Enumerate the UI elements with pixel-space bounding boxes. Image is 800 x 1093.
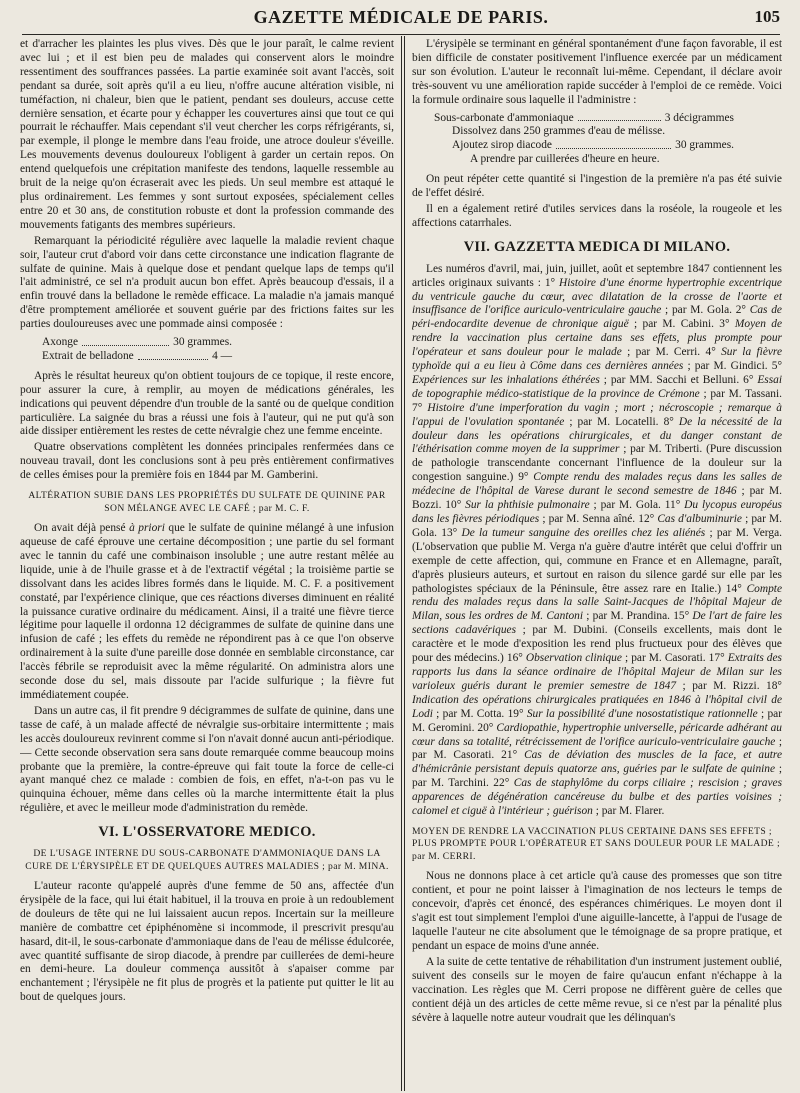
ingredient: Extrait de belladone <box>42 349 134 362</box>
text-run: ; par M. Tarchini. 22° <box>412 763 782 790</box>
italic-run: Moyen de rendre la vaccination plus certaine dans ses effets, plus prompte pour l'opérateur et sans douleur pour le malade <box>412 318 782 359</box>
italic-run: Sur la possibilité d'une nosostatistique rationnelle <box>526 707 758 720</box>
ingredient: Axonge <box>42 336 79 349</box>
paragraph: L'auteur raconte qu'appelé auprès d'une femme de 50 ans, affectée d'un érysipèle de la face, qui lui était habituel, il la trouva en proie à un redoublement de douleurs de tête qui ne lui laissaient aucun repos. Incertain sur la meilleure manière de combattre cet épiphénomène si incommode, il prescrivit presqu'au hasard, dit-il, le sous-carbonate d'ammoniaque dans de l'eau de mélisse édulcorée, avec quantité suffisante de sirop diacode, à prendre par cuillerées de demi-heure en demi-heure. La douleur commença aussitôt à s'apaiser comme par enchantement ; l'érysipèle ne fit plus de progrès et la patiente put quitter le lit au bout de quelques jours. <box>20 880 394 1004</box>
paragraph: Il en a également retiré d'utiles services dans la roséole, la rougeole et les affections catarrhales. <box>412 202 782 229</box>
journal-title: GAZETTE MÉDICALE DE PARIS. <box>253 7 549 27</box>
text-run: ; par MM. Sacchi et Belluni. 6° <box>599 373 758 386</box>
text-run: Les numéros d'avril, mai, juin, juillet, août et septembre 1847 contiennent les articles originaux suivants : 1° <box>412 262 782 289</box>
text-run: ; par M. Casorati. 21° <box>412 735 782 762</box>
formula-line <box>42 350 232 364</box>
text-run: ; par M. Senna aîné. 12° <box>539 513 658 525</box>
page-header <box>22 4 780 35</box>
quantity: 3 décigrammes <box>664 111 734 124</box>
quantity: 30 grammes. <box>173 336 232 349</box>
text-run: que le sulfate de quinine mélangé à une infusion aqueuse de café éprouve une certaine décomposition ; une partie du sel formant avec le tannin du café une combinaison insoluble ; une autre restant mêlée au liquide, unie à de l'huile grasse et à de l'extractif végétal ; la troisième partie se dissolvant dans les acides libres formés dans le liquide. M. C. F. a positivement constaté, par l'expérience clinique, que ces réactions diverses diminuent en réalité la puissance curative ordinaire du médicament. Ainsi, il a traité une fièvre tierce légitime pour laquelle il ordonna 12 décigrammes de sulfate de quinine dans une infusion de café ; les effets du remède ne répondirent pas à ce que l'on observe ordinairement à la suite d'une pareille dose donnée en semblable circonstance, car l'accès fébrile se reproduisit avec la même régularité. On administra alors une seconde dose du sel, mais dissoute par l'acide sulfurique ; la fièvre fut immédiatement coupée. <box>20 522 394 701</box>
section-heading: VI. L'OSSERVATORE MEDICO. <box>98 824 316 841</box>
italic-run: De l'art de faire les sections cadavériques <box>412 610 782 637</box>
pommade-formula <box>42 336 232 364</box>
paragraph: Quatre observations complètent les données principales renfermées dans ce nouveau travail, dont les conclusions sont à peu près entièrement confirmatives de celles émises pour la première fois en 1844 par M. Gamberini. <box>20 441 394 482</box>
text-run: ; par M. Cotta. 19° <box>432 707 527 720</box>
italic-run: Histoire d'une énorme hypertrophie excentrique du ventricule gauche du cœur, avec dilatation de la crosse de l'aorte et insuffisance de l'orifice auriculo-ventriculaire gauche <box>412 276 782 317</box>
italic-run: Observation clinique <box>525 652 622 665</box>
section-heading: VII. GAZZETTA MEDICA DI MILANO. <box>463 238 731 255</box>
text-run: ; par M. Tassani. 7° <box>412 387 782 414</box>
italic-run: De la nécessité de la douleur dans les opérations chirurgicales, et du danger constant de l'éthérisation comme moyen de la supprimer <box>412 415 782 456</box>
left-column <box>20 38 394 1090</box>
italic-run: Cas de déviation des muscles de la face, et autre d'hémicrânie persistant depuis quatorze ans, guéries par le sulfate de quinine <box>412 749 782 776</box>
text-run: ; par M. Geromini. 20° <box>412 707 782 734</box>
column-rule <box>401 36 402 1091</box>
italic-run: Sur la phthisie pulmonaire <box>465 499 590 512</box>
formula-instruction: A prendre par cuillerées d'heure en heure. <box>470 153 660 166</box>
text-run: ; par M. Casorati. 17° <box>621 652 728 665</box>
text-run: ; par M. Locatelli. 8° <box>564 415 679 428</box>
text-run: ; par M. Flarer. <box>592 805 665 818</box>
italic-run: Cas de staphylôme du corps ciliaire ; rescision ; graves apparences de dégénération cancéreuse du bulbe et des parties voisines ; calomel et ciguë à l'intérieur ; guérison <box>412 777 782 818</box>
paragraph: A la suite de cette tentative de réhabilitation d'un instrument justement oublié, suivent des conseils sur le moyen de faire qu'aucun enfant n'échappe à la vaccination. Les règles que M. Cerri propose ne diffèrent guère de celles que contient déjà un des articles de cette même revue, si ce n'est par la pénalité plus sévère à laquelle notre auteur voudrait que les délinquan's <box>412 955 782 1024</box>
article-subheading: ALTÉRATION SUBIE DANS LES PROPRIÉTÉS DU SULFATE DE QUININE PAR SON MÉLANGE AVEC LE CAFÉ ; par M. C. F. <box>28 490 386 514</box>
text-run: ; par M. Gola. 11° <box>589 499 685 512</box>
italic-run: Indication des opérations chirurgicales pratiquées en 1846 à l'hôpital civil de Lodi <box>412 693 782 720</box>
right-column <box>412 38 782 1090</box>
italic-run: Essai de topographie médico-statistique de la province de Crémone <box>412 373 782 400</box>
text-run: ; par M. Dubini. (Conseils excellents, mais dont le caractère et le mode d'exposition les rend plus fructueux pour des élèves que pour des médecins.) 16° <box>412 624 782 665</box>
ammonia-formula <box>434 112 734 168</box>
text-run: ; par M. Gola. 2° <box>661 304 750 317</box>
text-run: ; par M. Prandina. 15° <box>583 610 693 623</box>
paragraph: L'érysipèle se terminant en général spontanément d'une façon favorable, il est bien difficile de constater positivement l'influence exercée par un médicament sur son évolution. L'auteur le reconnaît lui-même. Cependant, il déclare avoir très-souvent vu une amélioration rapide succéder à l'emploi de ce remède. Voici la formule ordinaire sous laquelle il l'administre : <box>412 38 782 106</box>
text-run: On avait déjà pensé <box>34 522 130 535</box>
text-run: ; par M. Cerri. 4° <box>621 346 722 359</box>
italic-run: Sur la fièvre typhoïde qui a eu lieu à Côme dans ces dernières années <box>412 346 782 373</box>
formula-instruction: Dissolvez dans 250 grammes d'eau de mélisse. <box>452 125 666 138</box>
italic-run: De la tumeur sanguine des oreilles chez les aliénés <box>461 526 706 539</box>
text-run: ; par M. Cabini. 3° <box>628 318 735 331</box>
italic-run: Compte rendu des malades reçus dans les salles de médecine de l'hôpital de Varese durant le second semestre de 1846 <box>412 471 782 498</box>
leader-dots <box>138 350 208 360</box>
italic-run: à priori <box>129 522 165 535</box>
paragraph: On peut répéter cette quantité si l'ingestion de la première n'a pas été suivie de l'effet désiré. <box>412 173 782 200</box>
italic-run: Extraits des rapports lus dans la séance ordinaire de l'hôpital Majeur de Milan sur les varioleux guéris durant le premier semestre de 1847 <box>412 652 782 692</box>
paragraph: Remarquant la périodicité régulière avec laquelle la maladie revient chaque soir, l'auteur crut d'abord voir dans cette circonstance une indication flagrante de sulfate de quinine. Mais à quelque dose et pendant quelque laps de temps qu'il l'ait administré, ce sel n'a produit aucun bon effet. Après beaucoup d'essais, il a enfin trouvé dans la belladone le remède efficace. La maladie n'a jamais manqué d'être promptement améliorée et souvent guérie par des frictions faites sur les parties douloureuses avec une pommade ainsi composée : <box>20 234 394 331</box>
article-subheading: MOYEN DE RENDRE LA VACCINATION PLUS CERTAINE DANS SES EFFETS ; PLUS PROMPTE POUR L'OPÉRATEUR ET SANS DOULEUR POUR LE MALADE ; par M. CERRI. <box>412 825 781 862</box>
quantity: 4 — <box>212 349 232 362</box>
text-run: ; par M. Bozzi. 10° <box>412 485 782 512</box>
text-run: ; par M. Gindici. 5° <box>683 360 782 373</box>
text-run: ; par M. Gola. 13° <box>412 513 782 539</box>
article-list-paragraph <box>412 263 782 819</box>
leader-dots <box>578 112 661 122</box>
page-number: 105 <box>754 7 780 26</box>
paragraph: Après le résultat heureux qu'on obtient toujours de ce topique, il reste encore, pour assurer la cure, à remplir, au moyen de médications générales, les indications qui peuvent dépendre d'un trouble de la santé ou de quelque condition particulière. La saignée du bras a réussi une fois à l'auteur, qui ne put qu'à son aide dissiper entièrement les restes de cette névralgie chez une femme enceinte. <box>20 369 394 438</box>
formula-line <box>434 112 734 126</box>
formula-line <box>434 139 734 153</box>
italic-run: Cas de péri-endocardite devenue de chronique aiguë <box>412 304 782 331</box>
text-run: ; par M. Rizzi. 18° <box>676 679 782 692</box>
italic-run: Expériences sur les inhalations éthérées <box>412 373 600 386</box>
ingredient: Sous-carbonate d'ammoniaque <box>434 111 574 124</box>
italic-run: Histoire d'une imperforation du vagin ; mort ; nécroscopie ; remarque à l'appui de l'ovulation spontanée <box>412 401 782 428</box>
text-run: ; par M. Triberti. (Pure discussion de pathologie transcendante concernant l'influence de la douleur sur la congestion sanguine.) 9° <box>412 443 782 484</box>
article-subheading: DE L'USAGE INTERNE DU SOUS-CARBONATE D'AMMONIAQUE DANS LA CURE DE L'ÉRYSIPÈLE ET DE QUELQUES AUTRES MALADIES ; par M. MINA. <box>25 848 389 872</box>
leader-dots <box>556 139 671 149</box>
ingredient: Ajoutez sirop diacode <box>452 139 552 152</box>
quantity: 30 grammes. <box>675 139 734 152</box>
italic-run: Cardiopathie, hypertrophie universelle, péricarde adhérant au cœur dans sa totalité, rétrécissement de l'orifice auriculo-ventriculaire gauche <box>412 721 782 748</box>
italic-run: Compte rendu des malades reçus dans la salle Saint-Jacques de l'hôpital Majeur de Milan, sous les ordres de M. Cantoni <box>412 582 782 623</box>
paragraph: et d'arracher les plaintes les plus vives. Dès que le jour paraît, le calme revient avec lui ; et il est bien peu de malades qui conservent alors le moindre ressentiment des souffrances passées. La partie examinée soit avant l'accès, soit pendant sa durée, soit après qu'il a eu lieu, n'offre aucune altération visible, ni tuméfaction, ni chaleur, bien que le patient, pendant ses douleurs, accuse cette dernière sensation, et écarte pour y échapper les couvertures ainsi que tout ce qui pourrait le réchauffer. Mais cependant s'il veut chercher les corps réfrigérants, si, par exemple, il plonge le membre dans l'eau froide, une atroce douleur s'éveille. Les mouvements devenus douloureux l'obligent à garder un certain repos. On entend quelquefois une crépitation manifeste des tendons, laquelle ressemble au bruit de la neige qu'on écraserait avec les pieds. Un seul membre est attaqué le plus ordinairement. Les femmes y sont surtout exposées, spécialement celles entre 20 et 30 ans, de constitution robuste et dont la profession commande des mouvements fatigants des membres supérieurs. <box>20 38 394 231</box>
italic-run: Du lycopus européus dans les fièvres périodiques <box>412 499 782 525</box>
text-run: ; par M. Verga. (L'observation que publie M. Verga n'a guère d'autre intérêt que celui d'offrir un exemple de cette affection, qui, commune en France et en Allemagne, paraît, d'après plusieurs auteurs, et surtout en raison du silence gardé sur elle par les pathologistes spéciaux de la Péninsule, être assez rare en Italie.) 14° <box>412 526 782 595</box>
paragraph <box>20 522 394 703</box>
leader-dots <box>82 336 169 346</box>
column-rule-inner <box>404 36 405 1091</box>
paragraph: Nous ne donnons place à cet article qu'à cause des promesses que son titre contient, et pour ne point laisser à l'imagination de nos lecteurs le temps de concevoir, d'après cet énoncé, des espérances chimériques. Le moyen dont il s'agit est tout simplement l'emploi d'une aiguille-lancette, à l'appui de l'usage de laquelle l'auteur ne cite absolument que le témoignage de sa propre pratique, et pendant un espace de moins d'une année. <box>412 870 782 952</box>
formula-line <box>42 336 232 350</box>
italic-run: Cas d'albuminurie <box>657 513 742 525</box>
paragraph: Dans un autre cas, il fit prendre 9 décigrammes de sulfate de quinine, dans une tasse de café, à un malade affecté de névralgie sus-orbitaire intermittente ; mais les accès douloureux revinrent comme si l'on n'avait donné aucun anti-périodique. — Cette seconde observation sera sans doute remarquée comme beaucoup moins probante que la première, la contre-épreuve qui fait toute la force de celle-ci ayant manqué chez ce malade : combien de fois, en effet, n'a-t-on pas vu le quinquina échouer, même dans celles où la marche intermittente était la plus régulière, et avec le meilleur mode d'administration du remède. <box>20 704 394 815</box>
